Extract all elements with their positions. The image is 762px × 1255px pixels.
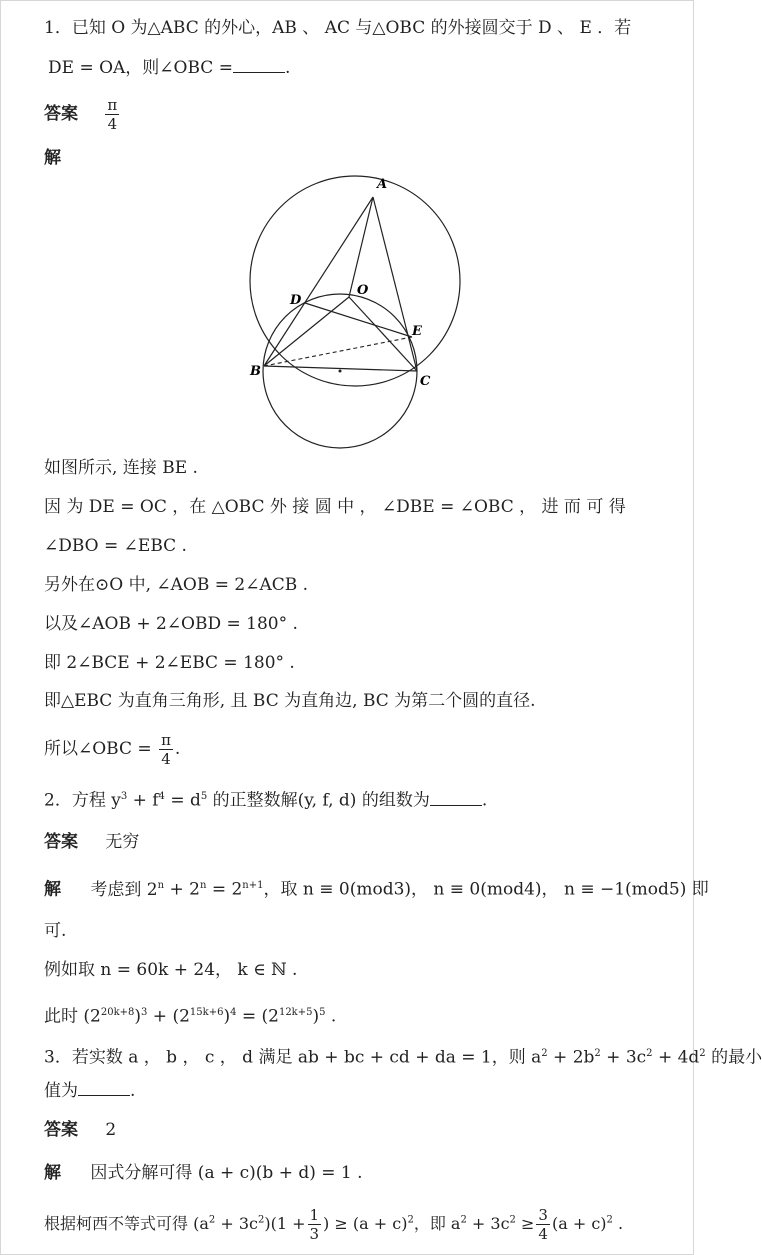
- text: ): [134, 1006, 142, 1027]
- period: .: [130, 1081, 136, 1101]
- p2-answer-row: [44, 829, 139, 855]
- p1-question-text: DE = OA，则∠OBC =: [48, 58, 233, 78]
- p1-solution-line4: 另外在⊙O 中, ∠AOB = 2∠ACB .: [44, 575, 309, 595]
- p1-question-line1: 1．已知 O 为△ABC 的外心，AB 、 AC 与△OBC 的外接圆交于 D 、 E ．若: [44, 18, 632, 38]
- exponent: 2: [594, 1048, 601, 1059]
- center-point: [339, 370, 342, 373]
- segment-oa: [349, 197, 373, 297]
- exponent: 2: [541, 1048, 548, 1059]
- text: 值为: [44, 1081, 78, 1101]
- text: )(1 +: [264, 1214, 306, 1233]
- text: ): [223, 1006, 231, 1027]
- exponent: 2: [460, 1214, 467, 1226]
- text: = 2: [206, 879, 243, 900]
- fraction-numerator: 1: [309, 1206, 320, 1224]
- p1-solution-line1: 如图所示, 连接 BE .: [44, 458, 198, 478]
- fraction-numerator: π: [107, 96, 118, 114]
- exponent: 2: [407, 1214, 414, 1226]
- period: .: [481, 790, 488, 811]
- label-a: A: [377, 177, 388, 192]
- p1-answer-row: [44, 96, 121, 133]
- label-b: B: [250, 364, 261, 379]
- fraction-denominator: 4: [107, 115, 118, 133]
- solution-label: 解: [44, 879, 61, 900]
- solution-label: 解: [44, 1163, 61, 1183]
- fraction-numerator: 3: [538, 1206, 548, 1224]
- text: 此时 (2: [44, 1006, 101, 1027]
- exponent: 15k+6: [189, 1007, 224, 1018]
- p1-solution-line7: 即△EBC 为直角三角形, 且 BC 为直角边, BC 为第二个圆的直径.: [44, 691, 536, 711]
- p1-solution-line6: 即 2∠BCE + 2∠EBC = 180° .: [44, 653, 295, 673]
- segment-oc: [349, 297, 417, 371]
- exponent: n: [157, 880, 165, 891]
- label-c: C: [420, 374, 431, 389]
- answer-label: 答案: [44, 1120, 78, 1140]
- text: + (2: [147, 1006, 190, 1027]
- text: 因式分解可得 (a + c)(b + d) = 1 .: [90, 1163, 363, 1183]
- label-o: O: [357, 283, 369, 298]
- text: ，即 a: [413, 1214, 461, 1233]
- p1-solution-line3: ∠DBO = ∠EBC .: [44, 536, 187, 556]
- exponent: 2: [699, 1048, 706, 1059]
- text: .: [325, 1006, 337, 1027]
- text: ≥: [515, 1214, 535, 1233]
- answer-text: 无穷: [105, 832, 140, 852]
- p3-answer-row: [44, 1117, 116, 1143]
- text: 的最小: [705, 1047, 762, 1068]
- exponent: 3: [141, 1007, 148, 1018]
- three-quarters-fraction: [536, 1206, 550, 1243]
- exponent: 5: [200, 791, 208, 802]
- fraction-denominator: 4: [538, 1225, 548, 1243]
- text: + 3c: [466, 1214, 510, 1233]
- fraction-denominator: 3: [309, 1225, 320, 1243]
- exponent: 12k+5: [278, 1007, 313, 1018]
- exponent: 2: [606, 1214, 613, 1226]
- exponent: 2: [257, 1214, 265, 1226]
- answer-blank: [233, 56, 285, 73]
- p1-solution-line5: 以及∠AOB + 2∠OBD = 180° .: [44, 614, 298, 634]
- fraction-denominator: 4: [161, 750, 171, 768]
- answer-blank: [430, 789, 482, 806]
- text: + 2: [164, 879, 200, 900]
- exponent: 5: [319, 1007, 326, 1018]
- exponent: 3: [120, 791, 128, 802]
- p3-solution-line2: [44, 1206, 623, 1243]
- text: 3．若实数 a ， b ， c ， d 满足 ab + bc + cd + da = 1，则 a: [44, 1047, 542, 1068]
- p1-solution-line2: 因 为 DE = OC ，在 △OBC 外 接 圆 中 ， ∠DBE = ∠OBC ， 进 而 可 得: [44, 497, 626, 517]
- exponent: n: [199, 880, 207, 891]
- answer-label: 答案: [44, 104, 78, 124]
- text: + 2b: [547, 1047, 595, 1068]
- p1-period: .: [284, 58, 291, 78]
- text: ，取 n ≡ 0(mod3)， n ≡ 0(mod4)， n ≡ −1(mod5) 即: [263, 879, 709, 900]
- p1-question-line2: [48, 55, 290, 81]
- exponent: 2: [646, 1048, 653, 1059]
- one-third-fraction: [308, 1206, 322, 1243]
- exponent: 4: [230, 1007, 237, 1018]
- text: 的正整数解(y, f, d) 的组数为: [207, 790, 430, 811]
- segment-ab: [264, 197, 373, 366]
- text: (a + c): [551, 1214, 607, 1233]
- text: + f: [127, 790, 159, 811]
- text: ) ≥ (a + c): [323, 1214, 408, 1233]
- circumcircle-abc: [250, 176, 460, 386]
- p3-solution-line1: [44, 1160, 363, 1186]
- answer-fraction: [105, 96, 119, 133]
- answer-label: 答案: [44, 832, 78, 852]
- p1-solution-line8: [44, 731, 180, 768]
- answer-text: 2: [105, 1120, 117, 1140]
- p3-question-line2: [44, 1078, 135, 1104]
- exponent: 20k+8: [100, 1007, 135, 1018]
- label-e: E: [412, 324, 422, 339]
- p2-solution-line4: [44, 1000, 336, 1030]
- period: .: [174, 739, 181, 759]
- text: + 4d: [652, 1047, 700, 1068]
- conclusion-text: 所以∠OBC =: [44, 739, 152, 759]
- label-d: D: [290, 293, 302, 308]
- segment-ob: [264, 297, 349, 366]
- text: = (2: [236, 1006, 279, 1027]
- text: 2．方程 y: [44, 790, 121, 811]
- exponent: n+1: [242, 880, 264, 891]
- p2-solution-line2: 可.: [44, 921, 67, 941]
- text: + 3c: [600, 1047, 647, 1068]
- text: = d: [164, 790, 201, 811]
- fraction-numerator: π: [161, 731, 171, 749]
- p3-question-line1: [44, 1041, 762, 1071]
- exponent: 2: [208, 1214, 216, 1226]
- exponent: 2: [509, 1214, 516, 1226]
- text: 根据柯西不等式可得 (a: [44, 1214, 209, 1233]
- p2-solution-line1: [44, 873, 709, 903]
- text: 考虑到 2: [90, 879, 158, 900]
- conclusion-fraction: [159, 731, 173, 768]
- geometry-figure: [236, 170, 456, 455]
- p2-solution-line3: 例如取 n = 60k + 24， k ∈ ℕ .: [44, 960, 298, 980]
- text: ): [312, 1006, 320, 1027]
- solution-label: 解: [44, 148, 61, 168]
- exponent: 4: [158, 791, 165, 802]
- segment-be-dashed: [264, 337, 412, 366]
- text: + 3c: [215, 1214, 258, 1233]
- answer-blank: [78, 1079, 130, 1096]
- p2-question: [44, 784, 487, 814]
- text: .: [612, 1214, 624, 1233]
- segment-ac: [373, 197, 417, 371]
